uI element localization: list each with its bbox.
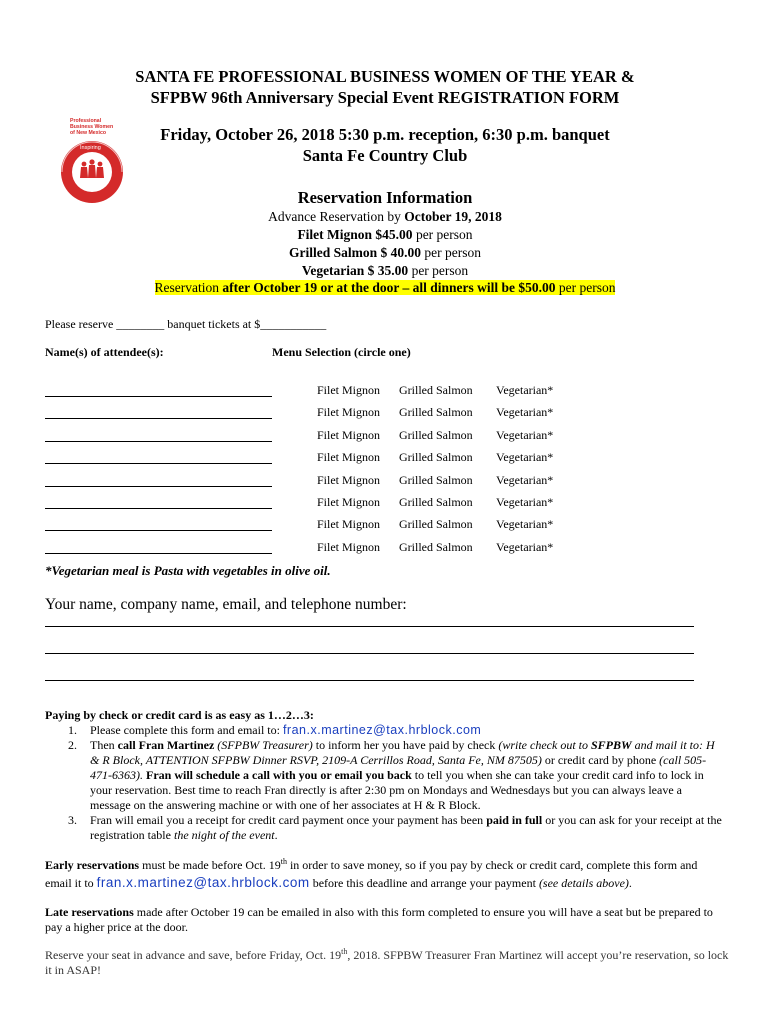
payment-step-1: 1. Please complete this form and email to: fran.x.martinez@tax.hrblock.com	[68, 723, 482, 737]
attendee-names-label: Name(s) of attendee(s):	[45, 345, 164, 359]
form-title-line2: SFPBW 96th Anniversary Special Event REGISTRATION FORM	[150, 88, 620, 107]
filet-price: Filet Mignon $45.00 per person	[297, 227, 473, 242]
menu-option[interactable]: Filet Mignon	[317, 405, 381, 420]
menu-selection-label: Menu Selection (circle one)	[272, 345, 411, 359]
attendee-name-line[interactable]	[45, 530, 272, 531]
attendee-name-line[interactable]	[45, 396, 272, 397]
attendee-name-line[interactable]	[45, 463, 272, 464]
reservation-heading: Reservation Information	[297, 188, 473, 207]
payment-step-2: 2. Then call Fran Martinez (SFPBW Treasurer) to inform her you have paid by check (write check out to SFPBW and mail it to: H & R Block, ATTENTION SFPBW Dinner RSVP, 2109-A Cerrillos Road, Santa Fe, NM 87505) or credit card by phone (call 505-471-6363). Fran will schedule a call with you or email you back to tell you when she can take your credit card info to lock in your reservation. Best time to reach Fran directly is after 2:30 pm on Mondays and Wednesdays but you can always leave a message on the answering machine or with one of her associates at H & R Block.	[68, 738, 715, 812]
ticket-count-field[interactable]: Please reserve ________ banquet tickets at $___________	[45, 317, 327, 331]
form-title-line1: SANTA FE PROFESSIONAL BUSINESS WOMEN OF THE YEAR &	[135, 67, 635, 86]
late-reservations-paragraph: Late reservations made after October 19 can be emailed in also with this form completed to ensure you will have a seat but be prepared to pay a higher price at the door.	[45, 905, 713, 934]
vegetarian-note: *Vegetarian meal is Pasta with vegetables in olive oil.	[45, 563, 331, 578]
menu-option[interactable]: Vegetarian*	[496, 450, 554, 465]
menu-option[interactable]: Filet Mignon	[317, 472, 381, 487]
contact-line-3[interactable]	[45, 680, 694, 681]
attendee-name-line[interactable]	[45, 441, 272, 442]
attendee-name-line[interactable]	[45, 418, 272, 419]
menu-option[interactable]: Grilled Salmon	[399, 450, 473, 465]
menu-option[interactable]: Vegetarian*	[496, 427, 554, 442]
menu-option[interactable]: Grilled Salmon	[399, 427, 473, 442]
payment-heading: Paying by check or credit card is as easy as 1…2…3:	[45, 708, 314, 722]
menu-option[interactable]: Filet Mignon	[317, 495, 381, 509]
salmon-price: Grilled Salmon $ 40.00 per person	[289, 245, 481, 260]
menu-option[interactable]: Vegetarian*	[496, 495, 554, 509]
payment-step-3: 3. Fran will email you a receipt for credit card payment once your payment has been paid in full or you can ask for your receipt at the registration table the night of the event.	[68, 813, 722, 842]
menu-option[interactable]: Vegetarian*	[496, 472, 554, 487]
email-link-2[interactable]: fran.x.martinez@tax.hrblock.com	[96, 875, 310, 890]
menu-option[interactable]: Grilled Salmon	[399, 405, 473, 420]
email-link[interactable]: fran.x.martinez@tax.hrblock.com	[282, 723, 482, 737]
event-datetime: Friday, October 26, 2018 5:30 p.m. reception, 6:30 p.m. banquet	[160, 125, 610, 144]
menu-option[interactable]: Filet Mignon	[317, 539, 381, 554]
logo-ring-text: Inspiring	[80, 145, 101, 151]
contact-line-1[interactable]	[45, 626, 694, 627]
attendee-name-line[interactable]	[45, 553, 272, 554]
advance-reservation-line: Advance Reservation by October 19, 2018	[268, 209, 502, 224]
menu-option[interactable]: Filet Mignon	[317, 427, 381, 442]
menu-option[interactable]: Filet Mignon	[317, 383, 381, 397]
contact-line-2[interactable]	[45, 653, 694, 654]
menu-option[interactable]: Grilled Salmon	[399, 495, 473, 509]
menu-option[interactable]: Grilled Salmon	[399, 383, 473, 397]
contact-prompt: Your name, company name, email, and telephone number:	[45, 596, 407, 613]
event-venue: Santa Fe Country Club	[302, 146, 468, 165]
menu-option[interactable]: Filet Mignon	[317, 450, 381, 465]
menu-option[interactable]: Grilled Salmon	[399, 517, 473, 532]
closing-paragraph: Reserve your seat in advance and save, before Friday, Oct. 19th, 2018. SFPBW Treasurer Fran Martinez will accept you’re reservation, so lock it in ASAP!	[45, 947, 729, 977]
menu-option[interactable]: Filet Mignon	[317, 517, 381, 532]
vegetarian-price: Vegetarian $ 35.00 per person	[301, 263, 469, 278]
early-reservations-paragraph: Early reservations must be made before Oct. 19th in order to save money, so if you pay by check or credit card, complete this form and email it to fran.x.martinez@tax.hrblock.com before this deadline and arrange your payment (see details above).	[45, 857, 698, 890]
attendee-name-line[interactable]	[45, 486, 272, 487]
logo-text-line3: of New Mexico	[70, 130, 107, 136]
late-price-notice: Reservation after October 19 or at the door – all dinners will be $50.00 per person	[154, 280, 616, 295]
menu-option[interactable]: Grilled Salmon	[399, 472, 473, 487]
logo-text-line1: Professional	[70, 118, 102, 124]
menu-option[interactable]: Grilled Salmon	[399, 539, 473, 554]
payment-section	[45, 708, 725, 843]
logo-text-line2: Business Women	[70, 124, 114, 130]
menu-option[interactable]: Vegetarian*	[496, 517, 554, 532]
menu-option[interactable]: Vegetarian*	[496, 539, 554, 554]
attendee-name-line[interactable]	[45, 508, 272, 509]
menu-option[interactable]: Vegetarian*	[496, 383, 554, 397]
menu-option[interactable]: Vegetarian*	[496, 405, 554, 420]
